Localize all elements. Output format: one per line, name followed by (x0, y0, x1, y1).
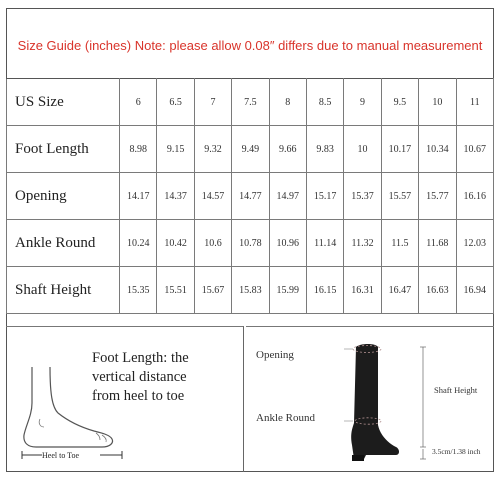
size-value-cell: 9.15 (157, 126, 194, 173)
size-value-cell: 14.77 (232, 173, 269, 220)
size-value-cell: 9.5 (381, 79, 418, 126)
size-value-cell: 14.17 (120, 173, 157, 220)
opening-label: Opening (256, 349, 294, 361)
row-label: US Size (7, 79, 120, 126)
size-chart-row (7, 79, 494, 126)
size-value-cell: 7 (194, 79, 231, 126)
size-chart-table (6, 78, 494, 314)
foot-desc-line: from heel to toe (92, 388, 185, 404)
row-label: Foot Length (7, 126, 120, 173)
size-value-cell: 11.32 (344, 220, 381, 267)
size-value-cell: 10.67 (456, 126, 493, 173)
size-value-cell: 16.31 (344, 267, 381, 314)
ankle-round-label: Ankle Round (256, 412, 315, 424)
size-value-cell: 12.03 (456, 220, 493, 267)
heel-height-label: 3.5cm/1.38 inch (432, 447, 481, 456)
size-value-cell: 15.37 (344, 173, 381, 220)
size-guide-title (6, 38, 494, 53)
foot-desc-line: Foot Length: the (92, 350, 189, 366)
foot-length-panel (6, 326, 244, 472)
size-value-cell: 10.34 (419, 126, 456, 173)
shaft-height-label: Shaft Height (434, 385, 478, 395)
size-value-cell: 10 (344, 126, 381, 173)
size-value-cell: 15.35 (120, 267, 157, 314)
size-value-cell: 6.5 (157, 79, 194, 126)
size-value-cell: 14.37 (157, 173, 194, 220)
size-value-cell: 11.68 (419, 220, 456, 267)
title-note-text: please allow 0.08″ differs due to manual measurement (169, 38, 483, 53)
size-value-cell: 6 (120, 79, 157, 126)
size-value-cell: 11.5 (381, 220, 418, 267)
foot-outline-icon (10, 363, 120, 453)
size-value-cell: 15.83 (232, 267, 269, 314)
knee-high-boot-icon (316, 339, 426, 463)
size-value-cell: 14.97 (269, 173, 306, 220)
size-chart-row (7, 267, 494, 314)
size-value-cell: 10.42 (157, 220, 194, 267)
size-value-cell: 10.24 (120, 220, 157, 267)
size-value-cell: 11.14 (306, 220, 343, 267)
size-value-cell: 16.47 (381, 267, 418, 314)
size-value-cell: 16.94 (456, 267, 493, 314)
size-value-cell: 10.6 (194, 220, 231, 267)
size-value-cell: 15.99 (269, 267, 306, 314)
size-value-cell: 10.78 (232, 220, 269, 267)
illustration-area (6, 326, 494, 472)
size-value-cell: 16.63 (419, 267, 456, 314)
size-value-cell: 7.5 (232, 79, 269, 126)
size-value-cell: 15.17 (306, 173, 343, 220)
size-chart-row (7, 126, 494, 173)
row-label: Opening (7, 173, 120, 220)
heel-to-toe-label: Heel to Toe (42, 451, 80, 460)
size-value-cell: 15.67 (194, 267, 231, 314)
size-value-cell: 10.96 (269, 220, 306, 267)
size-value-cell: 16.15 (306, 267, 343, 314)
size-value-cell: 9.32 (194, 126, 231, 173)
size-value-cell: 11 (456, 79, 493, 126)
size-chart-row (7, 220, 494, 267)
size-chart-row (7, 173, 494, 220)
size-value-cell: 10 (419, 79, 456, 126)
size-value-cell: 16.16 (456, 173, 493, 220)
size-value-cell: 15.77 (419, 173, 456, 220)
row-label: Ankle Round (7, 220, 120, 267)
size-value-cell: 9.49 (232, 126, 269, 173)
row-label: Shaft Height (7, 267, 120, 314)
size-value-cell: 8 (269, 79, 306, 126)
title-red-text: Size Guide (inches) Note: (17, 38, 166, 53)
size-value-cell: 8.98 (120, 126, 157, 173)
size-value-cell: 8.5 (306, 79, 343, 126)
size-value-cell: 9.66 (269, 126, 306, 173)
boot-measurement-panel (246, 326, 494, 472)
size-value-cell: 9.83 (306, 126, 343, 173)
size-value-cell: 10.17 (381, 126, 418, 173)
size-value-cell: 15.51 (157, 267, 194, 314)
size-value-cell: 9 (344, 79, 381, 126)
foot-desc-line: vertical distance (92, 369, 187, 385)
size-value-cell: 14.57 (194, 173, 231, 220)
size-value-cell: 15.57 (381, 173, 418, 220)
